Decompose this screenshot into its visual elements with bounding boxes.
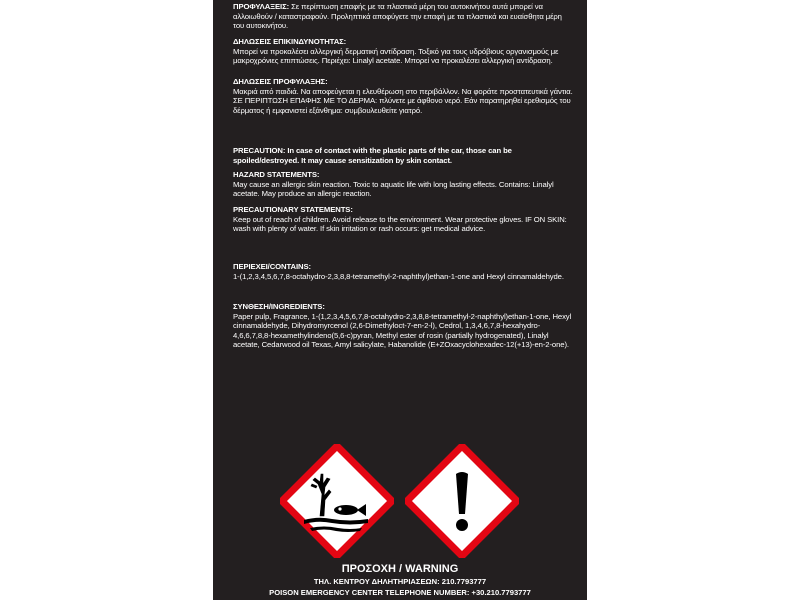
ingredients-heading: ΣΥΝΘΕΣΗ/INGREDIENTS: (233, 302, 325, 311)
warning-title: ΠΡΟΣΟΧΗ / WARNING (341, 563, 459, 575)
english-hazard-text: May cause an allergic skin reaction. Toxic to aquatic life with long lasting effects. Contains: Linalyl acetate. May produce an allergic reaction. (233, 179, 554, 199)
greek-precaution-text: Σε περίπτωση επαφής με τα πλαστικά μέρη του αυτοκινήτου αυτά μπορεί να αλλοιωθούν / καταστραφούν. Προληπτικά αποφύγετε την επαφή με τα πλαστικά και ευαίσθητα μέρη του αυτοκινήτου. (233, 2, 562, 31)
greek-precaution-block (233, 2, 573, 31)
ghs07-exclamation-mark-icon (405, 444, 519, 558)
contains-text: 1-(1,2,3,4,5,6,7,8-octahydro-2,3,8,8-tetramethyl-2-naphthyl)ethan-1-one and Hexyl cinnamaldehyde. (233, 271, 564, 281)
greek-poison-center-phone: ΤΗΛ. ΚΕΝΤΡΟΥ ΔΗΛΗΤΗΡΙΑΣΕΩΝ: 210.7793777 (313, 577, 487, 586)
ghs-pictograms (280, 442, 520, 562)
english-hazard-block (233, 170, 573, 199)
english-precaution-block (233, 146, 573, 165)
ingredients-block (233, 302, 573, 350)
contains-heading: ΠΕΡΙΕΧΕΙ/CONTAINS: (233, 262, 311, 271)
greek-precautionary-text: Μακριά από παιδιά. Να αποφεύγεται η ελευθέρωση στο περιβάλλον. Να φοράτε προστατευτικά γάντια. ΣΕ ΠΕΡΙΠΤΩΣΗ ΕΠΑΦΗΣ ΜΕ ΤΟ ΔΕΡΜΑ: πλύνετε με άφθονο νερό. Εάν παρατηρηθεί ερεθισμός του δέρματος ή εμφανιστεί εξάνθημα: συμβουλευθείτε γιατρό. (233, 86, 573, 115)
english-hazard-heading: HAZARD STATEMENTS: (233, 170, 320, 179)
english-precautionary-block (233, 205, 573, 234)
english-precaution-label: PRECAUTION: (233, 146, 286, 155)
greek-precaution-label: ΠΡΟΦΥΛΑΞΕΙΣ: (233, 2, 290, 11)
greek-precautionary-heading: ΔΗΛΩΣΕΙΣ ΠΡΟΦΥΛΑΞΗΣ: (233, 77, 328, 86)
greek-hazard-block (233, 37, 573, 66)
greek-hazard-heading: ΔΗΛΩΣΕΙΣ ΕΠΙΚΙΝΔΥΝΟΤΗΤΑΣ: (233, 37, 347, 46)
contains-block (233, 262, 573, 281)
greek-precautionary-block (233, 77, 573, 115)
english-precautionary-heading: PRECAUTIONARY STATEMENTS: (233, 205, 353, 214)
english-poison-center-phone: POISON EMERGENCY CENTER TELEPHONE NUMBER: +30.210.7793777 (269, 588, 531, 597)
ingredients-text: Paper pulp, Fragrance, 1-(1,2,3,4,5,6,7,8-octahydro-2,3,8,8-tetramethyl-2-naphthyl)ethan-1-one, Hexyl cinnamaldehyde, Dihydromyrcenol (2,6-Dimethyloct-7-en-2-l), Cedrol, 1,3,4,6,7,8-hexahydro-4,6,6,7,8,8-hexamethylindeno(5,6-c)pyran, Methyl ester of rosin (partially hydrogenated), Linalyl acetate, Cedarwood oil Texas, Amyl salicylate, Habanolide (E+ZOxacyclohexadec-12(+13)-en-2-one). (233, 311, 572, 350)
english-precautionary-text: Keep out of reach of children. Avoid release to the environment. Wear protective gloves. IF ON SKIN: wash with plenty of water. If skin irritation or rash occurs: get medical advice. (233, 214, 567, 234)
greek-hazard-text: Μπορεί να προκαλέσει αλλεργική δερματική αντίδραση. Τοξικό για τους υδρόβιους οργανισμούς με μακροχρόνιες επιπτώσεις. Περιέχει: Linalyl acetate. Μπορεί να προκαλέσει αλλεργική αντίδραση. (233, 46, 559, 66)
product-label-panel (213, 0, 587, 600)
ghs09-environment-icon (280, 444, 394, 558)
english-precaution-text: In case of contact with the plastic parts of the car, those can be spoiled/destroyed. It may cause sensitization by skin contact. (233, 146, 512, 165)
